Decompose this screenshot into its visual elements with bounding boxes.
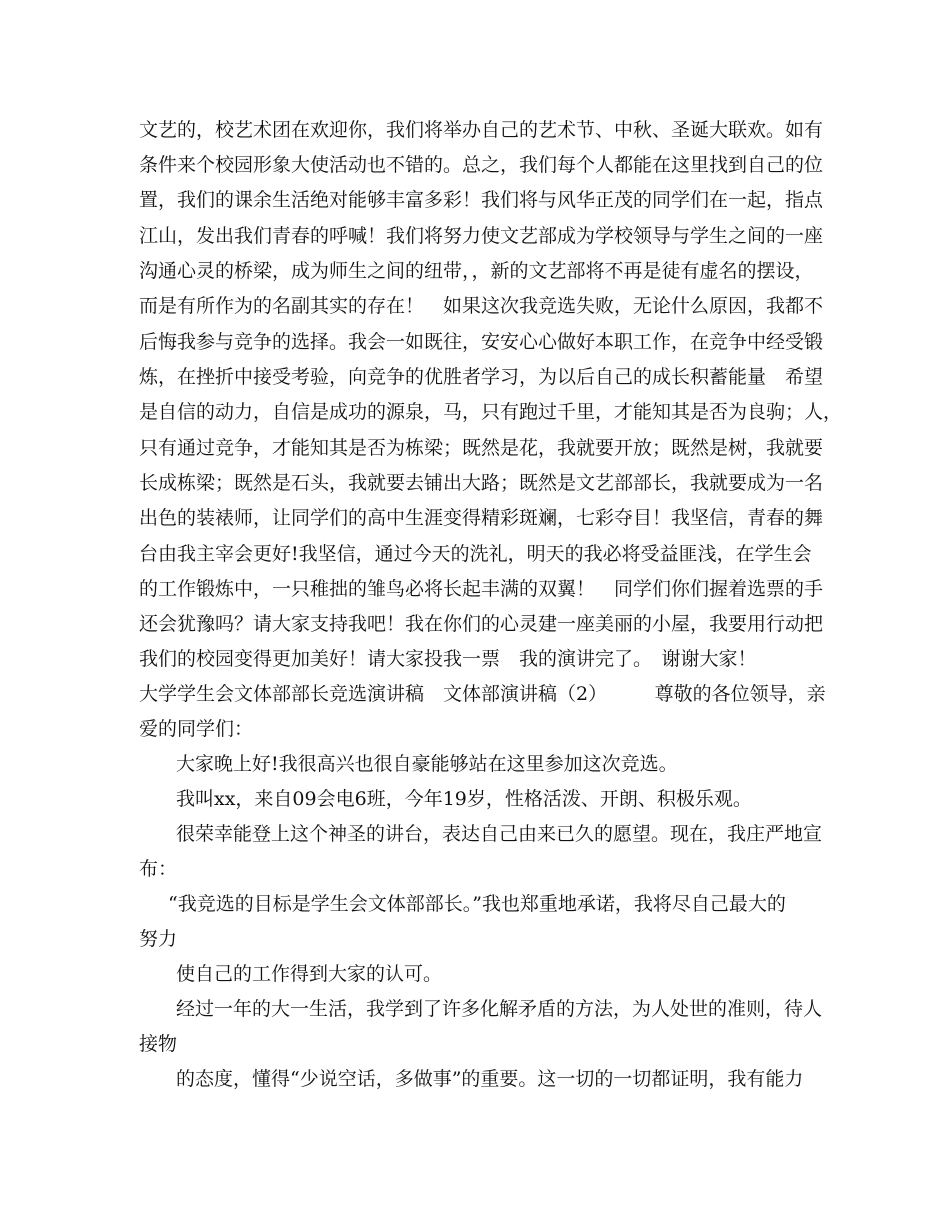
body-text-line: 我叫xx，来自09会电6班，今年19岁，性格活泼、开朗、积极乐观。 bbox=[176, 788, 752, 810]
body-text-line: 长成栋梁；既然是石头，我就要去铺出大路；既然是文艺部部长，我就要成为一名 bbox=[139, 472, 824, 494]
body-text-line: 后悔我参与竞争的选择。我会一如既往，安安心心做好本职工作，在竞争中经受锻 bbox=[139, 331, 824, 353]
body-text-line: 接物 bbox=[139, 1033, 178, 1055]
body-text-line: 置，我们的课余生活绝对能够丰富多彩！我们将与风华正茂的同学们在一起，指点 bbox=[139, 189, 824, 211]
body-text-line: 而是有所作为的名副其实的存在！ 如果这次我竞选失败，无论什么原因，我都不 bbox=[139, 295, 824, 317]
body-text-line: 的工作锻炼中，一只稚拙的雏鸟必将长起丰满的双翼！ 同学们你们握着选票的手 bbox=[139, 578, 824, 600]
body-text-line: 还会犹豫吗？请大家支持我吧！我在你们的心灵建一座美丽的小屋，我要用行动把 bbox=[139, 613, 824, 635]
body-text-line: 江山，发出我们青春的呼喊！我们将努力使文艺部成为学校领导与学生之间的一座 bbox=[139, 225, 824, 247]
body-text-line: 使自己的工作得到大家的认可。 bbox=[176, 963, 443, 985]
body-text-line: 条件来个校园形象大使活动也不错的。总之，我们每个人都能在这里找到自己的位 bbox=[139, 154, 824, 176]
body-text-line: 出色的装裱师，让同学们的高中生涯变得精彩斑斓，七彩夺目！我坚信，青春的舞 bbox=[139, 507, 824, 529]
body-text-line: 布： bbox=[139, 858, 178, 880]
body-text-line: 经过一年的大一生活，我学到了许多化解矛盾的方法，为人处世的准则，待人 bbox=[176, 998, 823, 1020]
body-text-line: 努力 bbox=[139, 928, 178, 950]
body-text-line: “我竞选的目标是学生会文体部部长。”我也郑重地承诺，我将尽自己最大的 bbox=[168, 893, 786, 915]
body-text-line: 炼，在挫折中接受考验，向竞争的优胜者学习，为以后自己的成长积蓄能量 希望 bbox=[139, 366, 824, 388]
section-title-line: 大学学生会文体部部长竞选演讲稿 文体部演讲稿（2） 尊敬的各位领导，亲 bbox=[139, 683, 826, 705]
body-text-line: 文艺的，校艺术团在欢迎你，我们将举办自己的艺术节、中秋、圣诞大联欢。如有 bbox=[139, 119, 824, 141]
body-text-line: 台由我主宰会更好!我坚信，通过今天的洗礼，明天的我必将受益匪浅，在学生会 bbox=[139, 543, 812, 565]
body-text-line: 是自信的动力，自信是成功的源泉，马，只有跑过千里，才能知其是否为良驹；人， bbox=[139, 401, 843, 423]
body-text-line: 沟通心灵的桥梁，成为师生之间的纽带，，新的文艺部将不再是徒有虚名的摆设， bbox=[139, 260, 814, 282]
body-text-line: 的态度，懂得“少说空话，多做事”的重要。这一切的一切都证明，我有能力 bbox=[176, 1068, 804, 1090]
body-text-line: 大家晚上好!我很高兴也很自豪能够站在这里参加这次竞选。 bbox=[176, 753, 678, 775]
body-text-line: 只有通过竞争，才能知其是否为栋梁；既然是花，我就要开放；既然是树，我就要 bbox=[139, 437, 824, 459]
body-text-line: 我们的校园变得更加美好！请大家投我一票 我的演讲完了。 谢谢大家！ bbox=[139, 648, 757, 670]
salutation-line: 爱的同学们： bbox=[139, 718, 254, 740]
body-text-line: 很荣幸能登上这个神圣的讲台，表达自己由来已久的愿望。现在，我庄严地宣 bbox=[176, 823, 823, 845]
